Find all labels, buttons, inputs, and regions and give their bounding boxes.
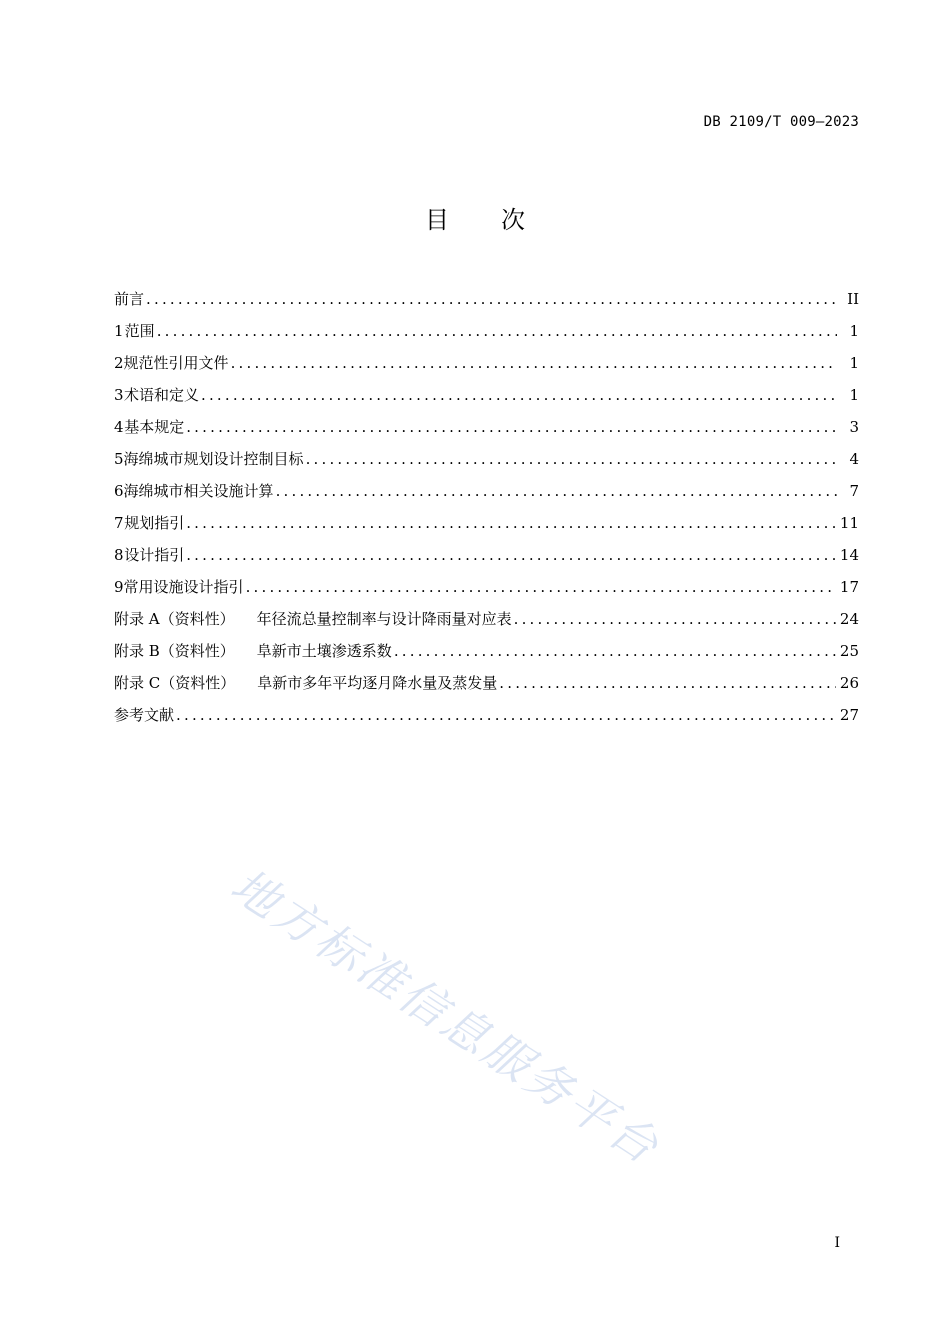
toc-entry-number: 1 xyxy=(114,322,124,340)
toc-entry-page: II xyxy=(847,290,859,308)
toc-list xyxy=(114,283,859,731)
toc-entry-appendix-a[interactable] xyxy=(114,603,859,635)
toc-entry-number: 9 xyxy=(114,578,124,596)
toc-entry-number: 4 xyxy=(114,418,124,436)
toc-entry-number: 3 xyxy=(114,386,124,404)
toc-entry-3[interactable] xyxy=(114,379,859,411)
toc-dot-leader xyxy=(394,635,836,667)
toc-entry-page: 1 xyxy=(849,354,859,372)
toc-appendix-tag: 附录 C（资料性） xyxy=(114,674,236,692)
toc-appendix-tag: 附录 B（资料性） xyxy=(114,642,235,660)
toc-entry-5[interactable] xyxy=(114,443,859,475)
toc-entry-9[interactable] xyxy=(114,571,859,603)
document-code: DB 2109/T 009—2023 xyxy=(703,114,859,130)
toc-entry-number: 5 xyxy=(114,450,124,468)
toc-entry-label: 海绵城市相关设施计算 xyxy=(123,482,274,500)
toc-entry-label: 规划指引 xyxy=(124,514,185,532)
toc-entry-2[interactable] xyxy=(114,347,859,379)
watermark: 地方标准信息服务平台 xyxy=(221,857,671,1176)
toc-entry-page: 14 xyxy=(839,546,859,564)
toc-entry-number: 7 xyxy=(114,514,124,532)
toc-entry-page: 7 xyxy=(849,482,859,500)
toc-entry-label: 常用设施设计指引 xyxy=(123,578,244,596)
toc-entry-label: 范围 xyxy=(124,322,155,340)
toc-entry-label: 年径流总量控制率与设计降雨量对应表 xyxy=(256,610,512,628)
toc-entry-page: 17 xyxy=(839,578,859,596)
toc-entry-page: 27 xyxy=(839,706,859,724)
toc-dot-leader xyxy=(176,699,836,731)
toc-dot-leader xyxy=(157,315,837,347)
toc-entry-page: 11 xyxy=(839,514,859,532)
toc-entry-label: 参考文献 xyxy=(114,706,175,724)
toc-title-char-1: 目 xyxy=(425,206,449,234)
toc-entry-label: 海绵城市规划设计控制目标 xyxy=(123,450,304,468)
toc-entry-page: 3 xyxy=(849,418,859,436)
toc-entry-7[interactable] xyxy=(114,507,859,539)
toc-dot-leader xyxy=(186,411,837,443)
toc-entry-8[interactable] xyxy=(114,539,859,571)
toc-entry-references[interactable] xyxy=(114,699,859,731)
toc-entry-1[interactable] xyxy=(114,315,859,347)
toc-entry-page: 1 xyxy=(849,386,859,404)
toc-entry-label: 阜新市多年平均逐月降水量及蒸发量 xyxy=(257,674,498,692)
toc-entry-page: 4 xyxy=(849,450,859,468)
toc-entry-appendix-c[interactable] xyxy=(114,667,859,699)
toc-title-char-2: 次 xyxy=(501,206,525,234)
toc-dot-leader xyxy=(201,379,837,411)
toc-entry-appendix-b[interactable] xyxy=(114,635,859,667)
toc-entry-6[interactable] xyxy=(114,475,859,507)
toc-entry-4[interactable] xyxy=(114,411,859,443)
toc-appendix-tag: 附录 A（资料性） xyxy=(114,610,235,628)
toc-dot-leader xyxy=(146,283,837,315)
toc-entry-label: 基本规定 xyxy=(124,418,185,436)
toc-entry-label: 阜新市土壤渗透系数 xyxy=(256,642,392,660)
toc-entry-label: 前言 xyxy=(114,290,145,308)
toc-entry-page: 25 xyxy=(839,642,859,660)
toc-title xyxy=(0,200,950,235)
toc-dot-leader xyxy=(306,443,837,475)
toc-entry-page: 1 xyxy=(849,322,859,340)
toc-dot-leader xyxy=(246,571,836,603)
toc-dot-leader xyxy=(276,475,837,507)
toc-entry-number: 8 xyxy=(114,546,124,564)
toc-entry-foreword[interactable] xyxy=(114,283,859,315)
toc-dot-leader xyxy=(514,603,836,635)
toc-dot-leader xyxy=(186,539,836,571)
toc-entry-label: 术语和定义 xyxy=(123,386,199,404)
toc-entry-page: 24 xyxy=(839,610,859,628)
toc-dot-leader xyxy=(231,347,837,379)
toc-dot-leader xyxy=(499,667,836,699)
page-number: I xyxy=(834,1235,840,1251)
toc-entry-label: 规范性引用文件 xyxy=(123,354,229,372)
toc-dot-leader xyxy=(186,507,836,539)
toc-entry-number: 6 xyxy=(114,482,124,500)
toc-entry-label: 设计指引 xyxy=(124,546,185,564)
toc-entry-number: 2 xyxy=(114,354,124,372)
toc-entry-page: 26 xyxy=(839,674,859,692)
